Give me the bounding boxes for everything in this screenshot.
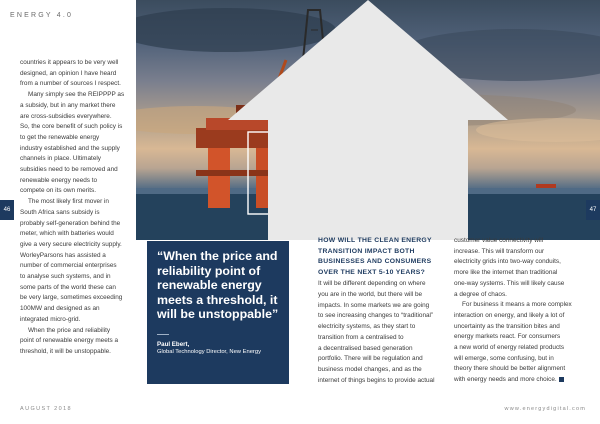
text-line: threshold, it will be unstoppable.	[20, 347, 111, 355]
text-line: number of commercial enterprises	[20, 262, 117, 270]
text-line: It will be different depending on where	[318, 280, 426, 288]
text-line: will emerge, some confusing, but in	[454, 354, 554, 362]
text-line: to analyse such systems, and in	[20, 273, 111, 281]
text-line: to see increasing changes to “traditional”	[318, 312, 434, 320]
text-line: electricity grids into two-way conduits,	[454, 258, 561, 266]
pull-quote-name: Paul Ebert,	[157, 340, 190, 348]
text-line: give a very secure electricity supply.	[20, 240, 122, 248]
text-line: renewable energy needs to	[20, 176, 98, 184]
page-header-title: ENERGY 4.0	[10, 12, 74, 19]
oil-rig-photo	[136, 0, 600, 240]
text-line: internet of things begins to provide actual	[318, 376, 435, 384]
text-line: transition from a centralised to	[318, 333, 404, 341]
pull-quote	[147, 241, 289, 384]
end-of-article-icon	[559, 377, 564, 382]
section-heading: HOW WILL THE CLEAN ENERGY TRANSITION IMPACT BOTH BUSINESSES AND CONSUMERS OVER THE NEXT 5-10 YEARS?	[318, 237, 432, 276]
text-line: from a number of sources I respect.	[20, 80, 121, 88]
text-line: probably self-generation behind the	[20, 219, 121, 227]
left-column-text	[20, 58, 126, 358]
text-line: are cross-subsidies everywhere.	[20, 112, 112, 120]
text-line: with energy needs and more choice.	[454, 375, 584, 386]
text-line: business model changes, and as the	[318, 366, 422, 373]
text-line: interaction on energy, and likely a lot of	[454, 311, 565, 319]
text-line: subsidies need to be removed and	[20, 166, 118, 174]
text-line: integrated micro-grid.	[20, 315, 81, 323]
page-number-right: 47	[586, 200, 600, 220]
pull-quote-role: Global Technology Director, New Energy	[157, 348, 261, 355]
text-line: WorleyParsons has assisted a	[20, 251, 106, 259]
text-line: you are in the world, but there will be	[318, 291, 423, 299]
text-line: energy markets react. For consumers	[454, 333, 561, 341]
middle-column-text	[318, 279, 448, 386]
text-line: one-way systems. This will likely cause	[454, 279, 565, 287]
text-line: be very large, sometimes exceeding	[20, 294, 123, 302]
text-line: So, the core benefit of such policy is	[20, 123, 123, 131]
text-line: When the price and reliability	[28, 326, 111, 334]
page-number-left: 46	[0, 200, 14, 220]
pull-quote-text: “When the price and reliability point of renewable energy meets a threshold, it will be unstoppable”	[157, 249, 279, 322]
text-line: more like the internet than traditional	[454, 269, 558, 277]
text-line: a degree of chaos.	[454, 290, 507, 298]
text-line: channels in place. Ultimately	[20, 155, 101, 163]
pull-quote-divider	[157, 334, 169, 335]
footer-url[interactable]: www.energydigital.com	[504, 406, 586, 412]
text-line: The most likely first mover in	[28, 198, 109, 206]
text-line: For business it means a more complex	[462, 301, 572, 309]
text-line: South Africa sans subsidy is	[20, 208, 100, 216]
text-line: Many simply see the REIPPPP as	[28, 91, 125, 99]
text-line: impacts. In some markets we are going	[318, 301, 430, 309]
text-line: 100MW and designed as an	[20, 305, 100, 313]
text-line: to get the renewable energy	[20, 133, 100, 141]
text-line: point of renewable energy meets a	[20, 337, 119, 345]
home-icon[interactable]	[136, 0, 600, 240]
text-line: countries it appears to be very well	[20, 59, 119, 66]
text-line: uncertainty as the transition bites and	[454, 322, 560, 330]
text-line: theory there should be better alignment	[454, 365, 566, 373]
text-line: a new world of energy related products	[454, 344, 565, 352]
right-column-text	[454, 236, 584, 386]
middle-column	[318, 236, 448, 386]
text-line: some parts of the world these can	[20, 283, 116, 291]
text-line: customer value connectivity will	[454, 237, 544, 244]
text-line: electricity systems, as they start to	[318, 323, 416, 331]
text-line: portfolio. There will be regulation and	[318, 355, 423, 363]
footer-date: AUGUST 2018	[20, 406, 72, 412]
text-line: industry established and the supply	[20, 144, 120, 152]
text-line: meter, which with batteries would	[20, 230, 114, 238]
text-line: a decentralised based generation	[318, 344, 413, 352]
text-line: a subsidy, but in any market there	[20, 101, 116, 109]
text-line: designed, an opinion I have heard	[20, 69, 117, 77]
text-line: increase. This will transform our	[454, 247, 545, 255]
text-line: compete on its own merits.	[20, 187, 97, 195]
